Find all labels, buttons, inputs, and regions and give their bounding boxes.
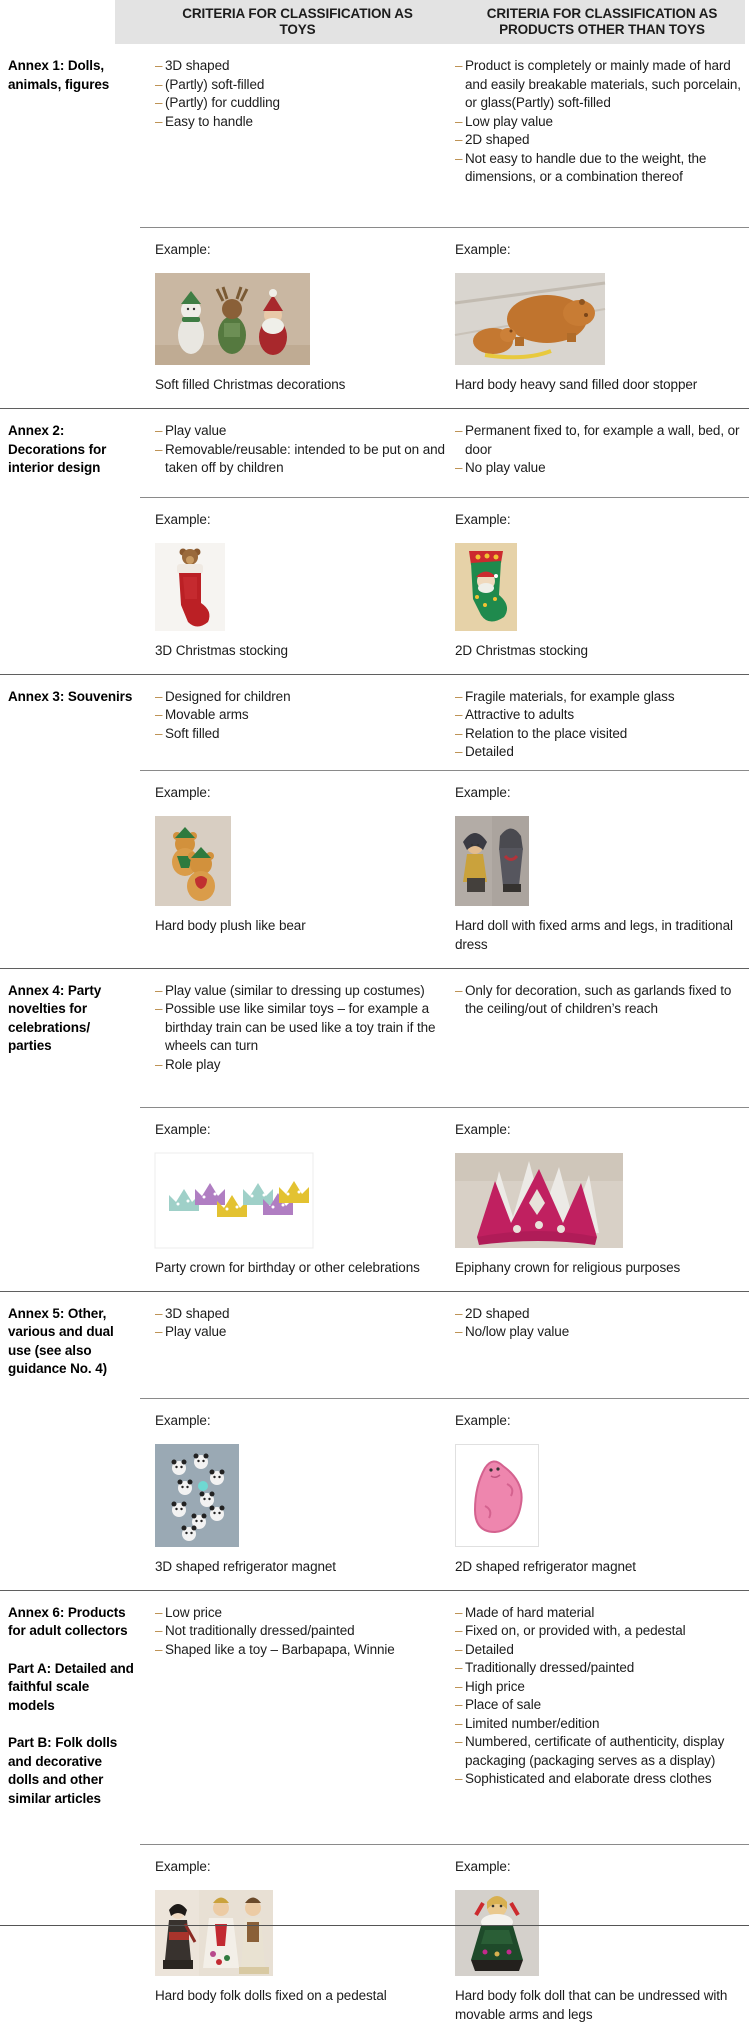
bullet-dash: –	[455, 688, 463, 704]
criteria-text: Detailed	[465, 1641, 514, 1657]
criteria-item	[155, 1000, 445, 1056]
bullet-dash: –	[455, 982, 463, 998]
criteria-row	[0, 1591, 749, 1844]
criteria-item	[455, 422, 741, 459]
bullet-dash: –	[455, 460, 463, 475]
other-criteria-list	[455, 688, 749, 770]
criteria-item	[455, 459, 741, 478]
criteria-item	[455, 150, 741, 187]
bullet-dash: –	[155, 725, 163, 741]
criteria-item	[155, 94, 445, 113]
column-header-other: CRITERIA FOR CLASSIFICATION AS PRODUCTS OTHER THAN TOYS	[486, 6, 718, 37]
criteria-item	[155, 706, 445, 725]
example-label: Example:	[155, 242, 211, 257]
criteria-text: (Partly) for cuddling	[165, 95, 280, 110]
christmas-decorations-photo	[155, 273, 310, 365]
criteria-row	[0, 44, 749, 227]
other-example	[455, 510, 749, 674]
criteria-item	[455, 1604, 741, 1623]
criteria-text: Play value	[165, 1324, 227, 1339]
folk-dolls-photo	[155, 1890, 273, 1976]
bullet-dash: –	[155, 1001, 163, 1016]
criteria-text: Not traditionally dressed/painted	[165, 1623, 355, 1638]
toys-example-caption: 3D Christmas stocking	[155, 642, 288, 658]
other-example-caption: Epiphany crown for religious purposes	[455, 1259, 681, 1275]
bullet-dash: –	[455, 1604, 463, 1620]
annex-label-paragraph: Annex 2: Decorations for interior design	[8, 423, 107, 475]
stocking-3d-photo	[155, 543, 225, 631]
toys-example-caption: Hard body plush like bear	[155, 917, 306, 933]
plush-bear-photo	[155, 816, 231, 906]
epiphany-crown-photo	[455, 1153, 623, 1248]
criteria-text: Movable arms	[165, 707, 249, 722]
annex-label-paragraph: Annex 5: Other, various and dual use (see also guidance No. 4)	[8, 1305, 114, 1376]
criteria-item	[155, 1604, 445, 1623]
toys-example	[140, 783, 455, 968]
other-example	[455, 240, 749, 408]
bullet-dash: –	[155, 707, 163, 722]
criteria-item	[455, 1696, 741, 1715]
criteria-item	[455, 725, 741, 744]
toys-criteria-list	[140, 982, 455, 1107]
criteria-item	[155, 1641, 445, 1660]
bullet-dash: –	[155, 58, 163, 73]
bullet-dash: –	[455, 725, 463, 741]
criteria-text: Play value (similar to dressing up costumes)	[165, 982, 425, 998]
bullet-dash: –	[155, 423, 163, 438]
annex-label	[0, 57, 140, 227]
criteria-text: Low price	[165, 1604, 222, 1620]
example-row	[140, 1398, 749, 1590]
bottom-divider	[0, 1925, 749, 1926]
criteria-text: Possible use like similar toys – for example a birthday train can be used like a toy train if the wheels can turn	[165, 1001, 436, 1053]
toys-example	[140, 240, 455, 408]
souvenir-doll-photo	[455, 816, 529, 906]
criteria-text: Only for decoration, such as garlands fixed to the ceiling/out of children’s reach	[465, 982, 732, 1016]
other-example-caption: Hard body folk doll that can be undressed with movable arms and legs	[455, 1987, 728, 2022]
criteria-item	[455, 1733, 741, 1770]
door-stopper-photo	[455, 273, 605, 365]
criteria-text: Play value	[165, 423, 227, 438]
bullet-dash: –	[455, 1715, 463, 1731]
annex-label-paragraph: Annex 1: Dolls, animals, figures	[8, 58, 110, 92]
other-example-caption: Hard body heavy sand filled door stopper	[455, 377, 698, 392]
annex-label	[0, 1305, 140, 1398]
toys-example	[140, 1120, 455, 1291]
bullet-dash: –	[155, 76, 163, 92]
criteria-item	[155, 1323, 445, 1342]
example-label: Example:	[155, 1412, 211, 1428]
criteria-item	[155, 441, 445, 478]
bullet-dash: –	[455, 1305, 463, 1321]
example-label: Example:	[455, 1412, 511, 1428]
bullet-dash: –	[455, 744, 463, 759]
criteria-text: Shaped like a toy – Barbapapa, Winnie	[165, 1641, 395, 1657]
example-label: Example:	[455, 784, 511, 800]
folk-doll-photo	[455, 1890, 539, 1976]
criteria-text: Product is completely or mainly made of hard and easily breakable materials, such porcelain, or glass(Partly) soft-filled	[465, 58, 741, 110]
criteria-item	[455, 131, 741, 150]
example-label: Example:	[155, 784, 211, 800]
criteria-item	[155, 113, 445, 132]
criteria-item	[455, 1715, 741, 1734]
stocking-2d-photo	[455, 543, 517, 631]
other-example	[455, 783, 749, 968]
criteria-item	[455, 982, 741, 1019]
other-criteria-list	[455, 422, 749, 497]
other-example-caption: Hard doll with fixed arms and legs, in traditional dress	[455, 917, 733, 952]
criteria-row	[0, 675, 749, 770]
toys-criteria-list	[140, 57, 455, 227]
example-row	[140, 1107, 749, 1291]
criteria-item	[155, 688, 445, 707]
toys-criteria-list	[140, 688, 455, 770]
criteria-item	[455, 113, 741, 132]
criteria-item	[455, 1659, 741, 1678]
criteria-item	[155, 57, 445, 76]
criteria-text: Traditionally dressed/painted	[465, 1660, 635, 1675]
bullet-dash: –	[455, 1324, 463, 1339]
criteria-text: Place of sale	[465, 1697, 541, 1712]
bullet-dash: –	[155, 95, 163, 110]
criteria-item	[155, 1305, 445, 1324]
criteria-item	[455, 1305, 741, 1324]
toys-criteria-list	[140, 1305, 455, 1398]
example-label: Example:	[155, 1858, 211, 1874]
column-header-toys: CRITERIA FOR CLASSIFICATION AS TOYS	[182, 6, 413, 37]
criteria-item	[155, 1622, 445, 1641]
bullet-dash: –	[155, 441, 163, 457]
criteria-text: Role play	[165, 1056, 221, 1072]
criteria-text: Not easy to handle due to the weight, the dimensions, or a combination thereof	[465, 150, 707, 184]
criteria-text: Attractive to adults	[465, 707, 575, 722]
bullet-dash: –	[155, 1604, 163, 1620]
bullet-dash: –	[155, 688, 163, 704]
criteria-text: Low play value	[465, 113, 553, 129]
bullet-dash: –	[455, 1623, 463, 1638]
bullet-dash: –	[455, 1678, 463, 1694]
criteria-item	[455, 688, 741, 707]
example-label: Example:	[455, 1858, 511, 1874]
annex-label	[0, 1604, 140, 1844]
bullet-dash: –	[455, 132, 463, 147]
other-criteria-list	[455, 1604, 749, 1844]
criteria-text: 2D shaped	[465, 132, 530, 147]
other-example-caption: 2D Christmas stocking	[455, 642, 588, 658]
criteria-text: Soft filled	[165, 725, 220, 741]
annex-section-6	[0, 1590, 749, 2038]
example-row	[140, 1844, 749, 2038]
example-label: Example:	[155, 1121, 211, 1137]
criteria-item	[155, 1056, 445, 1075]
example-label: Example:	[455, 511, 511, 527]
criteria-item	[455, 1323, 741, 1342]
criteria-item	[455, 1678, 741, 1697]
criteria-text: No play value	[465, 460, 546, 475]
toys-example-caption: Hard body folk dolls fixed on a pedestal	[155, 1987, 387, 2003]
criteria-text: 3D shaped	[165, 58, 230, 73]
other-criteria-list	[455, 57, 749, 227]
toys-example-caption: Party crown for birthday or other celebrations	[155, 1259, 420, 1275]
toys-example	[140, 1857, 455, 2038]
bullet-dash: –	[155, 1623, 163, 1638]
annex-section-4	[0, 968, 749, 1291]
criteria-item	[455, 57, 741, 113]
criteria-row	[0, 1292, 749, 1398]
toys-criteria-list	[140, 1604, 455, 1844]
toys-example-caption: Soft filled Christmas decorations	[155, 377, 346, 392]
criteria-text: Fixed on, or provided with, a pedestal	[465, 1623, 686, 1638]
bullet-dash: –	[455, 423, 463, 438]
other-example-caption: 2D shaped refrigerator magnet	[455, 1558, 636, 1574]
example-label: Example:	[455, 242, 511, 257]
criteria-item	[455, 1622, 741, 1641]
criteria-item	[455, 1641, 741, 1660]
criteria-item	[455, 743, 741, 762]
other-criteria-list	[455, 1305, 749, 1398]
annex-section-3	[0, 674, 749, 968]
annex-label-paragraph: Annex 6: Products for adult collectors	[8, 1604, 128, 1638]
bullet-dash: –	[155, 1641, 163, 1657]
toys-example-caption: 3D shaped refrigerator magnet	[155, 1558, 336, 1574]
panda-magnets-photo	[155, 1444, 239, 1547]
toys-criteria-list	[140, 422, 455, 497]
other-criteria-list	[455, 982, 749, 1107]
annex-label-paragraph: Annex 4: Party novelties for celebrations/ parties	[8, 982, 102, 1053]
bullet-dash: –	[155, 982, 163, 998]
criteria-text: Easy to handle	[165, 113, 253, 129]
criteria-text: Permanent fixed to, for example a wall, bed, or door	[465, 423, 740, 457]
bullet-dash: –	[155, 1305, 163, 1321]
annex-section-5	[0, 1291, 749, 1590]
criteria-item	[155, 982, 445, 1001]
criteria-text: 2D shaped	[465, 1305, 530, 1321]
other-example	[455, 1857, 749, 2038]
example-label: Example:	[455, 1121, 511, 1137]
criteria-text: Numbered, certificate of authenticity, display packaging (packaging serves as a display)	[465, 1734, 725, 1768]
criteria-text: Sophisticated and elaborate dress clothes	[465, 1771, 712, 1786]
bullet-dash: –	[155, 1324, 163, 1339]
criteria-item	[155, 422, 445, 441]
annex-label	[0, 982, 140, 1107]
criteria-text: Detailed	[465, 744, 514, 759]
criteria-text: Designed for children	[165, 688, 291, 704]
example-row	[140, 770, 749, 968]
annex-label-paragraph: Part A: Detailed and faithful scale models	[8, 1660, 134, 1713]
annex-label	[0, 688, 140, 770]
bullet-dash: –	[455, 150, 463, 166]
criteria-item	[155, 725, 445, 744]
criteria-text: High price	[465, 1678, 525, 1694]
bullet-dash: –	[455, 707, 463, 722]
example-row	[140, 497, 749, 674]
bullet-dash: –	[155, 113, 163, 129]
classification-table	[0, 44, 749, 2038]
criteria-text: Removable/reusable: intended to be put on and taken off by children	[165, 441, 445, 475]
criteria-text: Fragile materials, for example glass	[465, 688, 675, 704]
annex-label-paragraph: Part B: Folk dolls and decorative dolls and other similar articles	[8, 1735, 118, 1806]
criteria-item	[155, 76, 445, 95]
bullet-dash: –	[155, 1056, 163, 1072]
bullet-dash: –	[455, 1660, 463, 1675]
criteria-text: Limited number/edition	[465, 1715, 600, 1731]
other-example	[455, 1120, 749, 1291]
example-label: Example:	[155, 511, 211, 527]
bullet-dash: –	[455, 113, 463, 129]
criteria-row	[0, 969, 749, 1107]
criteria-text: Relation to the place visited	[465, 725, 628, 741]
annex-section-1	[0, 44, 749, 408]
bullet-dash: –	[455, 1641, 463, 1657]
toys-example	[140, 510, 455, 674]
table-header	[0, 0, 749, 44]
other-example	[455, 1411, 749, 1590]
annex-label	[0, 422, 140, 497]
criteria-text: (Partly) soft-filled	[165, 76, 265, 92]
bullet-dash: –	[455, 1697, 463, 1712]
party-crowns-photo	[155, 1153, 313, 1248]
annex-label-paragraph: Annex 3: Souvenirs	[8, 688, 133, 704]
criteria-text: Made of hard material	[465, 1604, 595, 1620]
example-row	[140, 227, 749, 408]
bullet-dash: –	[455, 58, 463, 73]
criteria-item	[455, 1770, 741, 1789]
toys-example	[140, 1411, 455, 1590]
barbapapa-magnet-photo	[455, 1444, 539, 1547]
bullet-dash: –	[455, 1771, 463, 1786]
criteria-row	[0, 409, 749, 497]
criteria-item	[455, 706, 741, 725]
annex-section-2	[0, 408, 749, 674]
criteria-text: 3D shaped	[165, 1305, 230, 1321]
criteria-text: No/low play value	[465, 1324, 570, 1339]
bullet-dash: –	[455, 1734, 463, 1749]
